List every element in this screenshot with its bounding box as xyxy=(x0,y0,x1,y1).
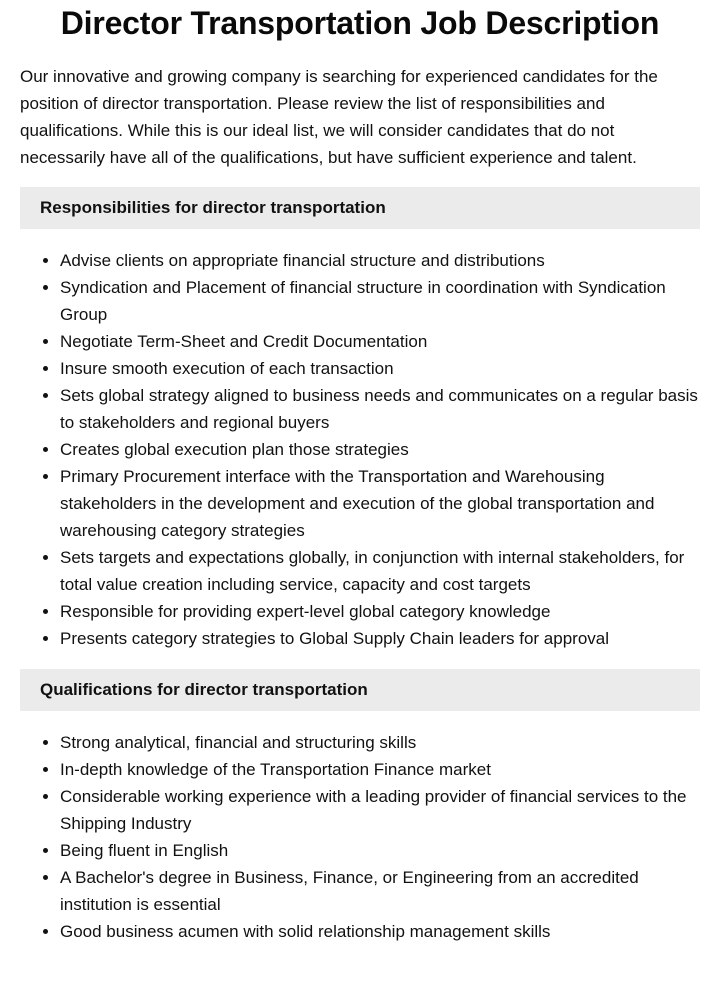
list-item: • Insure smooth execution of each transaction xyxy=(60,355,700,382)
list-item: • Advise clients on appropriate financial structure and distributions xyxy=(60,247,700,274)
list-item: • Sets targets and expectations globally, in conjunction with internal stakeholders, for total value creation including service, capacity and cost targets xyxy=(60,544,700,598)
list-item: • Good business acumen with solid relationship management skills xyxy=(60,918,700,945)
page-title: Director Transportation Job Description xyxy=(60,5,660,41)
responsibilities-list xyxy=(20,247,700,652)
list-item: • Negotiate Term-Sheet and Credit Documentation xyxy=(60,328,700,355)
list-item: • Responsible for providing expert-level global category knowledge xyxy=(60,598,700,625)
qualifications-heading: Qualifications for director transportation xyxy=(20,669,700,711)
qualifications-list xyxy=(20,729,700,945)
list-item: • Strong analytical, financial and structuring skills xyxy=(60,729,700,756)
list-item: • Primary Procurement interface with the Transportation and Warehousing stakeholders in the development and execution of the global transportation and warehousing category strategies xyxy=(60,463,700,544)
list-item: • Sets global strategy aligned to business needs and communicates on a regular basis to stakeholders and regional buyers xyxy=(60,382,700,436)
responsibilities-heading: Responsibilities for director transportation xyxy=(20,187,700,229)
list-item: • Creates global execution plan those strategies xyxy=(60,436,700,463)
list-item: • Presents category strategies to Global Supply Chain leaders for approval xyxy=(60,625,700,652)
intro-paragraph: Our innovative and growing company is searching for experienced candidates for the position of director transportation. Please review the list of responsibilities and qualifications. While this is our ideal list, we will consider candidates that do not necessarily have all of the qualifications, but have sufficient experience and talent. xyxy=(20,67,658,167)
list-item: • Considerable working experience with a leading provider of financial services to the Shipping Industry xyxy=(60,783,700,837)
list-item: • Being fluent in English xyxy=(60,837,700,864)
list-item: • In-depth knowledge of the Transportation Finance market xyxy=(60,756,700,783)
list-item: • A Bachelor's degree in Business, Finance, or Engineering from an accredited institution is essential xyxy=(60,864,700,918)
list-item: • Syndication and Placement of financial structure in coordination with Syndication Group xyxy=(60,274,700,328)
